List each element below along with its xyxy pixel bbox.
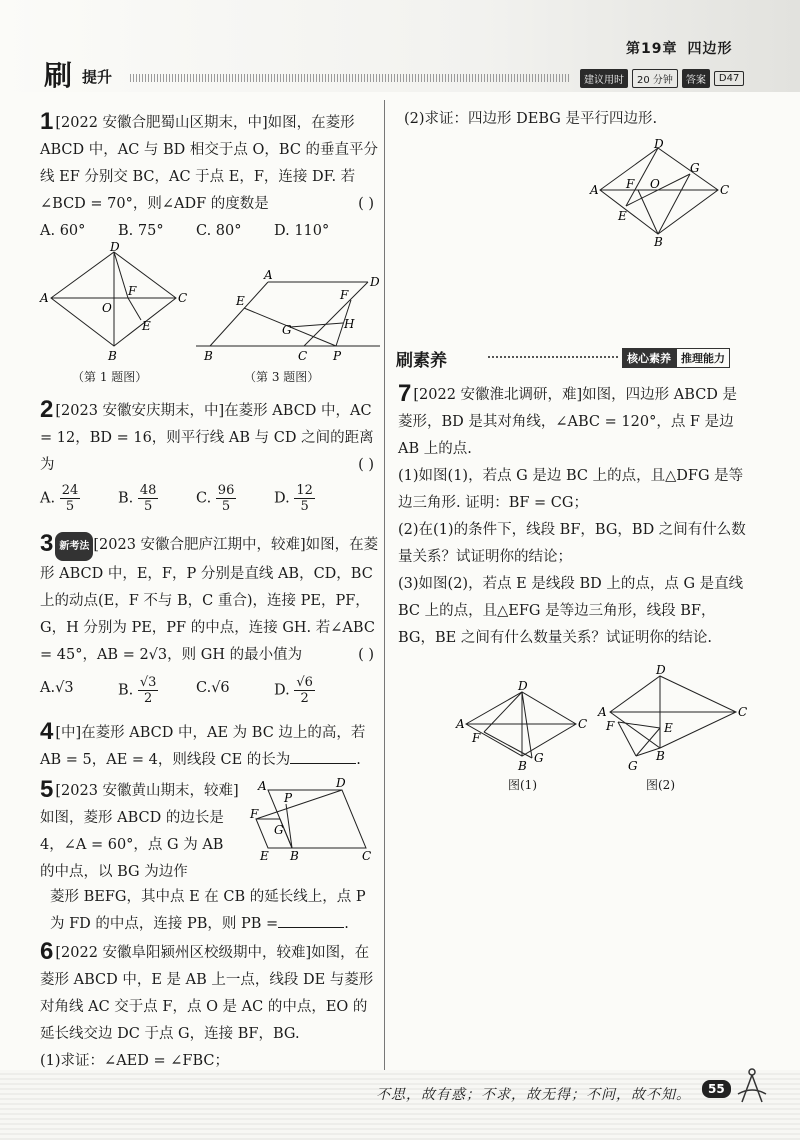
option-b[interactable]: B. $\frac{√3}{2}$ [118, 675, 157, 706]
fig1-label: O [102, 301, 112, 315]
fig7-1-label: G [534, 751, 544, 765]
question-2 [40, 396, 380, 514]
fig7-2-label: D [656, 663, 666, 677]
question-5 [40, 776, 240, 886]
fig6-label: G [690, 161, 700, 175]
fig7-1-label: C [578, 717, 588, 731]
time-label: 建议用时 [580, 69, 628, 88]
footer-band [0, 1070, 800, 1140]
option-c[interactable]: C. 80° [196, 223, 242, 239]
new-method-tag: 新考法 [55, 532, 93, 561]
option-a[interactable]: A. 60° [40, 223, 86, 239]
figure-7-2-caption: 图(2) [646, 778, 675, 792]
brand-subtitle: 提升 [82, 68, 113, 86]
figure-1 [36, 240, 186, 362]
figure-1-caption: （第 1 题图） [72, 370, 148, 384]
option-c[interactable]: C.√6 [196, 680, 230, 696]
option-c[interactable]: C. $\frac{96}{5}$ [196, 483, 235, 514]
fig3-label: E [236, 294, 245, 308]
fig6-label: C [720, 183, 730, 197]
fig1-label: D [110, 240, 120, 254]
fig7-2-label: F [606, 719, 615, 733]
answer-blank[interactable] [290, 763, 356, 764]
fig1-label: B [108, 349, 117, 363]
options [40, 483, 380, 514]
fig3-label: A [264, 268, 273, 282]
fig7-1-label: B [518, 759, 527, 773]
question-5-cont: 菱形 BEFG，其中点 E 在 CB 的延长线上，点 P 为 FD 的中点，连接 PB，则 PB = . [50, 889, 366, 932]
q6-part-1: (1)求证：∠AED = ∠FBC； [40, 1053, 229, 1069]
fig3-label: B [204, 349, 213, 363]
header-rule [130, 74, 570, 82]
chapter-number: 第19章 [626, 41, 678, 57]
section-title: 刷素养 [396, 351, 447, 371]
answer-paren: ( ) [358, 457, 374, 473]
answer-blank[interactable] [278, 927, 344, 928]
fig3-label: C [298, 349, 308, 363]
answer-paren: ( ) [358, 647, 374, 663]
fig5-label: P [284, 791, 293, 805]
question-text: [2023 安徽安庆期末，中]在菱形 ABCD 中，AC = 12，BD = 16，则平行线 AB 与 CD 之间的距离为 [40, 403, 374, 473]
question-3 [40, 530, 380, 706]
fig5-label: C [362, 849, 372, 863]
fig6-label: O [650, 177, 660, 191]
question-number: 5 [40, 776, 54, 803]
q7-part-1: (1)如图(1)，若点 G 是边 BC 上的点，且△DFG 是等边三角形. 证明：BF = CG； [398, 468, 744, 511]
fig7-2-label: E [664, 721, 673, 735]
question-number: 1 [40, 108, 54, 135]
fig5-label: E [260, 849, 269, 863]
options [40, 675, 380, 706]
question-6 [40, 938, 380, 1075]
option-a[interactable]: A. $\frac{24}{5}$ [40, 483, 79, 514]
fig7-2-label: C [738, 705, 748, 719]
question-text: 菱形 BEFG，其中点 E 在 CB 的延长线上，点 P 为 FD 的中点，连接 PB，则 PB = [50, 889, 366, 932]
time-box [580, 69, 744, 88]
option-d[interactable]: D. $\frac{√6}{2}$ [274, 675, 313, 706]
option-a[interactable]: A.√3 [40, 680, 74, 696]
fig1-label: E [142, 319, 151, 333]
option-d[interactable]: D. 110° [274, 223, 330, 239]
answer-label: 答案 [682, 69, 710, 88]
question-number: 2 [40, 396, 54, 423]
brand-mark: 刷 [44, 59, 73, 92]
fig5-label: D [336, 776, 346, 790]
question-number: 6 [40, 938, 54, 965]
fig1-label: C [178, 291, 188, 305]
page-number: 55 [702, 1080, 731, 1098]
question-text: [2023 安徽黄山期末，较难]如图，菱形 ABCD 的边长是 4，∠A = 60°，点 G 为 AB 的中点，以 BG 为边作 [40, 783, 239, 880]
q6-part-2: (2)求证：四边形 DEBG 是平行四边形. [404, 111, 658, 127]
q7-part-2: (2)在(1)的条件下，线段 BF，BG，BD 之间有什么数量关系？试证明你的结论； [398, 522, 746, 565]
question-text: [中]在菱形 ABCD 中，AE 为 BC 边上的高，若 AB = 5，AE = 4，则线段 CE 的长为 [40, 725, 366, 768]
fig5-label: B [290, 849, 299, 863]
question-7 [398, 380, 748, 652]
question-text: [2022 安徽淮北调研，难]如图，四边形 ABCD 是菱形，BD 是其对角线，∠ABC = 120°，点 F 是边 AB 上的点. [398, 387, 738, 457]
question-text: [2023 安徽合肥庐江期中，较难]如图，在菱形 ABCD 中，E，F，P 分别是直线 AB，CD，BC 上的动点(E，F 不与 B，C 重合)，连接 PE，PF，G，H 分别为 PE，PF 的中点，连接 GH. 若∠ABC = 45°，AB = 2√3，则 GH 的最小值为 [40, 537, 379, 663]
footer-motto: 不思，故有惑；不求，故无得；不问，故不知。 [376, 1087, 691, 1103]
fig5-label: G [274, 823, 284, 837]
fig3-label: G [282, 323, 292, 337]
fig3-label: P [333, 349, 342, 363]
figure-7-1-caption: 图(1) [508, 778, 537, 792]
reasoning-tag: 推理能力 [676, 348, 730, 368]
fig3-label: D [370, 275, 380, 289]
fig7-2-label: G [628, 759, 638, 773]
figure-3 [196, 268, 384, 364]
figure-6 [586, 138, 734, 250]
question-text: [2022 安徽阜阳颍州区校级期中，较难]如图，在菱形 ABCD 中，E 是 AB 上一点，线段 DE 与菱形对角线 AC 交于点 F，点 O 是 AC 的中点，EO 的延长线交边 DC 于点 G，连接 BF，BG. [40, 945, 374, 1042]
question-text: [2022 安徽合肥蜀山区期末，中]如图，在菱形 ABCD 中，AC 与 BD 相交于点 O，BC 的垂直平分线 EF 分别交 BC，AC 于点 E，F，连接 DF. 若∠BCD = 70°，则∠ADF 的度数是 [40, 115, 379, 212]
fig3-label: F [340, 288, 349, 302]
figure-5 [250, 776, 378, 862]
question-number: 4 [40, 718, 54, 745]
figure-7-1 [452, 680, 602, 772]
fig6-label: F [626, 177, 635, 191]
fig6-label: E [618, 209, 627, 223]
fig7-2-label: A [598, 705, 607, 719]
q7-part-3: (3)如图(2)，若点 E 是线段 BD 上的点，点 G 是直线 BC 上的点，且△EFG 是等边三角形，线段 BF，BG，BE 之间有什么数量关系？试证明你的结论. [398, 576, 744, 646]
fig3-label: H [344, 317, 355, 331]
fig7-1-label: D [518, 679, 528, 693]
question-1 [40, 108, 380, 245]
fig5-label: F [250, 807, 259, 821]
question-number: 7 [398, 380, 412, 407]
column-divider [384, 100, 385, 1080]
chapter-title: 四边形 [687, 41, 733, 57]
fig5-label: A [258, 779, 267, 793]
time-value: 20 分钟 [632, 69, 678, 88]
fig6-label: B [654, 235, 663, 249]
figure-3-caption: （第 3 题图） [244, 370, 320, 384]
answer-page: D47 [714, 71, 744, 86]
section-tags [622, 348, 730, 368]
fig6-label: A [590, 183, 599, 197]
chapter-heading [626, 38, 732, 58]
fig1-label: A [40, 291, 49, 305]
option-b[interactable]: B. 75° [118, 223, 164, 239]
option-b[interactable]: B. $\frac{48}{5}$ [118, 483, 157, 514]
question-4: 4 [中]在菱形 ABCD 中，AE 为 BC 边上的高，若 AB = 5，AE = 4，则线段 CE 的长为 . [40, 718, 366, 768]
section-dots [488, 356, 618, 358]
compass-icon [734, 1066, 770, 1106]
fig7-1-label: F [472, 731, 481, 745]
option-d[interactable]: D. $\frac{12}{5}$ [274, 483, 313, 514]
fig7-2-label: B [656, 749, 665, 763]
fig7-1-label: A [456, 717, 465, 731]
section-header [396, 346, 756, 371]
question-number: 3 [40, 530, 54, 557]
fig1-label: F [128, 284, 137, 298]
core-literacy-tag: 核心素养 [622, 348, 676, 368]
fig6-label: D [654, 137, 664, 151]
answer-paren: ( ) [358, 196, 374, 212]
figure-7-2 [594, 664, 746, 776]
